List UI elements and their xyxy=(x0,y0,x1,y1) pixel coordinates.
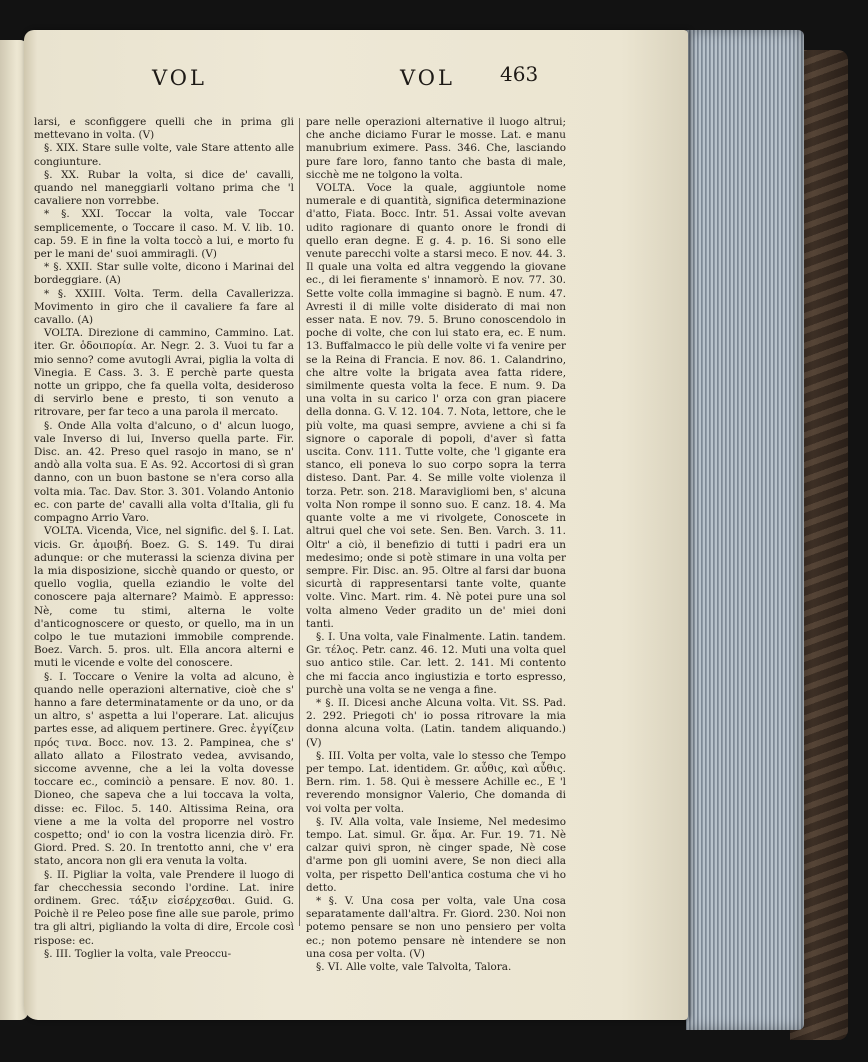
entry-paragraph: §. XX. Rubar la volta, si dice de' cavalli, quando nel maneggiarli voltano prima che 'l cavaliere non vorrebbe. xyxy=(34,168,294,208)
page-edges xyxy=(686,30,804,1030)
entry-paragraph: §. II. Pigliar la volta, vale Prendere il luogo di far checchessia secondo l'ordine. Lat. inire ordinem. Grec. τάξιν εἰσέρχεσθαι. Guid. G. Poichè il re Peleo pose fine alle sue parole, primo tra gli altri, pigliando la volta di dire, Ercole così rispose: ec. xyxy=(34,868,294,947)
left-column xyxy=(34,116,294,961)
entry-paragraph: §. III. Toglier la volta, vale Preoccu- xyxy=(44,947,232,960)
entry-paragraph: §. VI. Alle volte, vale Talvolta, Talora. xyxy=(316,961,512,973)
entry-paragraph: §. III. Volta per volta, vale lo stesso che Tempo per tempo. Lat. identidem. Gr. αὖθις, καὶ αὖθις. Bern. rim. 1. 58. Qui è messere Achille ec., E 'l reverendo monsignor Valerio, Che domanda di voi volta per volta. xyxy=(306,749,566,815)
entry-paragraph: * §. V. Una cosa per volta, vale Una cosa separatamente dall'altra. Fr. Giord. 230. Noi non potemo pensare se non uno pensiero per volta ec.; non potemo pensare nè intendere se non una cosa per volta. (V) xyxy=(306,894,566,960)
entry-paragraph: §. Onde Alla volta d'alcuno, o d' alcun luogo, vale Inverso di lui, Inverso quella parte. Fir. Disc. an. 42. Preso quel rasojo in mano, se n' andò alla volta sua. E As. 92. Accortosi di sì gran danno, con un buon bastone se n'era corso alla volta mia. Tac. Dav. Stor. 3. 301. Volando Antonio ec. con parte de' cavalli alla volta d'Italia, gli fu compagno Arrio Varo. xyxy=(34,419,294,525)
entry-paragraph: * §. XXII. Star sulle volte, dicono i Marinai del bordeggiare. (A) xyxy=(34,261,294,287)
entry-paragraph: * §. II. Dicesi anche Alcuna volta. Vit. SS. Pad. 2. 292. Priegoti ch' io possa ritrovare la mia donna alcuna volta. (Latin. tandem aliquando.) (V) xyxy=(306,696,566,749)
running-head-left: VOL xyxy=(152,66,207,90)
entry-paragraph: VOLTA. Vicenda, Vice, nel signific. del §. I. Lat. vicis. Gr. ἀμοιβή. Boez. G. S. 149. Tu dirai adunque: or che muterassi la scienza divina per la mia disposizione, sicchè quando or questo, or quello voglia, quella eziandio le volte del conoscere paja alternare? Maimò. E appresso: Nè, come tu stimi, alterna le volte d'anticognoscere or questo, or quello, ma in un colpo le tue mutazioni immobile comprende. Boez. Varch. 5. pros. ult. Ella ancora alterni e muti le vicende e volte del conoscere. xyxy=(34,525,294,670)
entry-paragraph: * §. XXI. Toccar la volta, vale Toccar semplicemente, o Toccare il caso. M. V. lib. 10. cap. 59. E in fine la volta toccò a lui, e morto fu per le mani de' suoi ammiragli. (V) xyxy=(34,208,294,261)
running-head-right: VOL xyxy=(400,66,455,90)
entry-paragraph: larsi, e sconfiggere quelli che in prima gli mettevano in volta. (V) xyxy=(34,116,294,142)
entry-paragraph: pare nelle operazioni alternative il luogo altrui; che anche diciamo Furar le mosse. Lat. e manu manubrium eximere. Pass. 346. Che, lasciando pure fare loro, fanno tanto che basta di male, sicchè me ne tolgono la volta. xyxy=(306,116,566,181)
right-column xyxy=(306,116,566,974)
entry-paragraph: §. IV. Alla volta, vale Insieme, Nel medesimo tempo. Lat. simul. Gr. ἅμα. Ar. Fur. 19. 71. Nè calzar quivi spron, nè cinger spade, Nè cose d'arme pon gli uomini avere, Se non dieci alla volta, per rispetto Dell'antica costuma che vi ho detto. xyxy=(306,815,566,894)
entry-paragraph: * §. XXIII. Volta. Term. della Cavallerizza. Movimento in giro che il cavaliere fa fare al cavallo. (A) xyxy=(34,287,294,327)
entry-paragraph: §. I. Una volta, vale Finalmente. Latin. tandem. Gr. τέλος. Petr. canz. 46. 12. Muti una volta quel suo antico stile. Car. lett. 2. 141. Mi contento che mi faccia anco ingiustizia e torto espresso, purchè una volta se ne venga a fine. xyxy=(306,630,566,696)
entry-paragraph: §. I. Toccare o Venire la volta ad alcuno, è quando nelle operazioni alternative, cioè che s' hanno a fare determinatamente or da uno, or da un altro, s' aspetta a lui l'operare. Lat. alicujus partes esse, ad aliquem pertinere. Grec. ἐγγίζειν πρός τινα. Bocc. nov. 13. 2. Pampinea, che s' allato allato a Filostrato vedea, avvisando, siccome avvenne, che a lei la volta dovesse toccare ec., cominciò a pensare. E nov. 80. 1. Dioneo, che sapeva che a lui toccava la volta, disse: ec. Filoc. 5. 140. Altissima Reina, ora viene a me la volta del proporre nel vostro cospetto; ond' io con la vostra licenzia dirò. Fr. Giord. Pred. S. 20. In trentotto anni, che v' era stato, ancora non gli era venuta la volta. xyxy=(34,670,294,868)
column-rule xyxy=(299,118,300,926)
entry-paragraph: VOLTA. Direzione di cammino, Cammino. Lat. iter. Gr. ὁδοιπορία. Ar. Negr. 2. 3. Vuoi tu far a mio senno? come avutogli Avrai, piglia la volta di Vinegia. E Cass. 3. 3. E perchè parte questa notte un grippo, che fa quella volta, desideroso di servirlo bene e presto, ti son venuto a ritrovare, per far teco a una parola il mercato. xyxy=(34,327,294,419)
entry-paragraph: VOLTA. Voce la quale, aggiuntole nome numerale e di quantità, significa determinazione d'atto, Fiata. Bocc. Intr. 51. Assai volte avevan udito ragionare di quanto onore le frondi di quello eran degne. E g. 4. p. 16. Si sono elle venute parecchi volte a starsi meco. E nov. 44. 3. Il quale una volta ed altra veggendo la giovane ec., di lei fieramente s' innamorò. E nov. 77. 30. Sette volte colla immagine si bagnò. E num. 47. Avresti il di mille volte disiderato di mai non esser nata. E nov. 79. 5. Bruno conoscendolo in poche di volte, che con lui stato era, ec. E num. 13. Buffalmacco le più delle volte vi fa venire per se la Reina di Francia. E nov. 86. 1. Calandrino, che altre volte la brigata avea fatta ridere, similmente questa volta la fece. E num. 9. Da una volta in su carico l' orza con gran piacere della donna. G. V. 12. 104. 7. Nota, lettore, che le più volte, ma quasi sempre, avviene a chi si fa signore o caporale di popoli, d'aver sì fatta uscita. Conv. 111. Tutte volte, che 'l gigante era stanco, eli poneva lo suo corpo sopra la terra disteso. Dant. Par. 4. Se mille volte violenza il torza. Petr. son. 218. Maravigliomi ben, s' alcuna volta Non rompe il sonno suo. E canz. 18. 4. Ma quante volte a me vi rivolgete, Conoscete in altrui quel che voi sete. Sen. Ben. Varch. 3. 11. Oltr' a ciò, il benefizio di tutti i padri era un medesimo; onde si potè stimare in una volta per sempre. Fir. Disc. an. 95. Oltre al farsi dar buona sicurtà di rappresentarsi tante volte, quante volte. Vinc. Mart. rim. 4. Nè potei pure una sol volta almeno Veder gradito un de' miei doni tanti. xyxy=(306,182,566,630)
entry-paragraph: §. XIX. Stare sulle volte, vale Stare attento alle congiunture. xyxy=(34,142,294,168)
page-number: 463 xyxy=(500,62,539,86)
